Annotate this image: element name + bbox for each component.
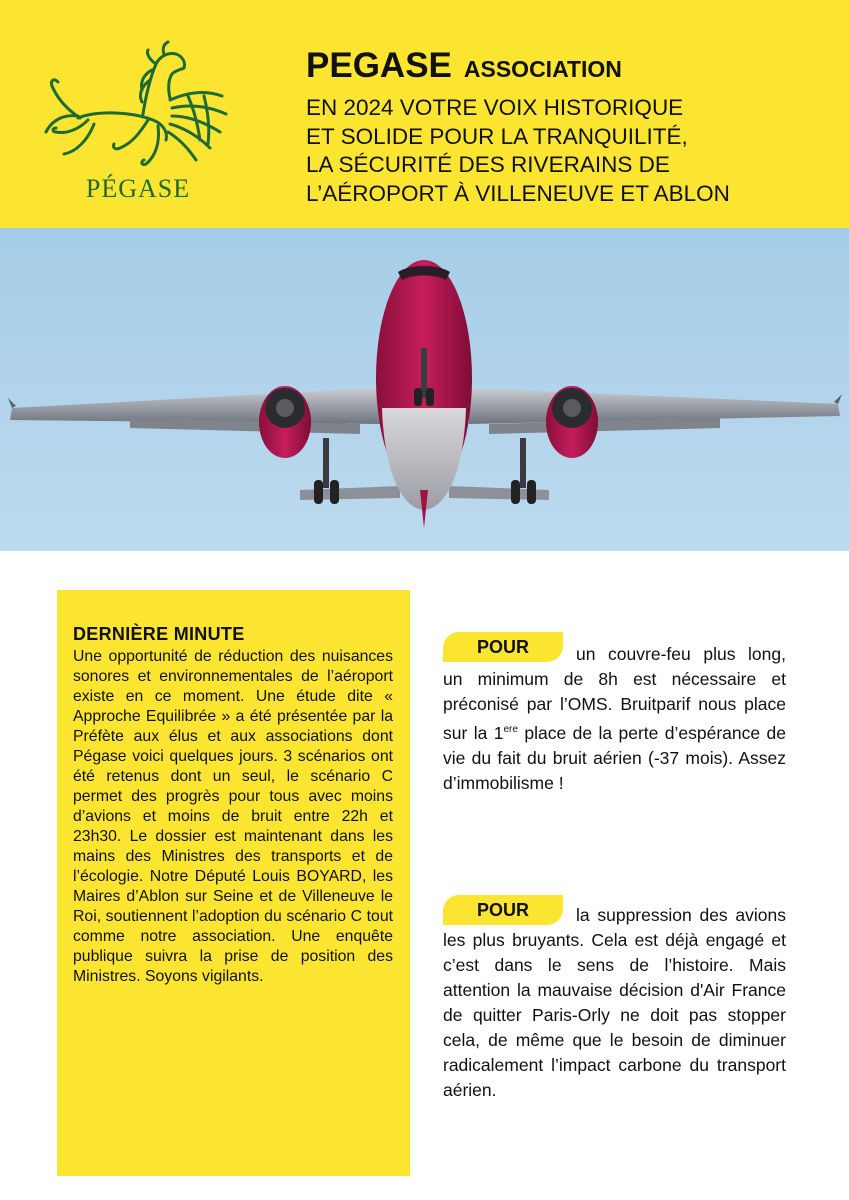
logo-wordmark: PÉGASE (85, 174, 191, 203)
superscript: ere (503, 724, 518, 735)
subtitle-line: ET SOLIDE POUR LA TRANQUILITÉ, (306, 123, 688, 149)
subtitle (306, 94, 836, 208)
pour-text (443, 642, 786, 796)
pegase-logo (38, 40, 238, 210)
pegasus-icon (38, 40, 238, 180)
box-body: Une opportunité de réduction des nuisances sonores et environnementales de l’aéroport existe en ce moment. Une étude dite « Approche Equilibrée » a été présentée par la Préfète aux élus et aux associations dont Pégase voici quelques jours. 3 scénarios ont été retenus dont un seul, le scénario C permet des progrès pour tous avec moins d’avions et moins de bruit entre 22h et 23h30. Le dossier est maintenant dans les mains des Ministres des transports et de l’écologie. Notre Député Louis BOYARD, les Maires d’Ablon sur Seine et de Villeneuve le Roi, soutiennent l’adoption du scénario C tout comme notre association. Une enquête publique suivra la prise de position des Ministres. Soyons vigilants. (73, 648, 393, 985)
pour-badge: POUR (443, 895, 563, 925)
airplane-icon (0, 228, 849, 551)
subtitle-line: EN 2024 VOTRE VOIX HISTORIQUE (306, 95, 684, 120)
pour-text: la suppression des avions les plus bruyants. Cela est déjà engagé et c’est dans le sens de l’histoire. Mais attention la mauvaise décision d'Air France de quitter Paris-Orly ne doit pas stopper cela, de même que le besoin de diminuer radicalement l’impact carbone du transport aérien. (443, 905, 786, 1100)
page-title (306, 46, 622, 86)
box-title: DERNIÈRE MINUTE (73, 624, 245, 644)
title-sub: ASSOCIATION (463, 56, 622, 82)
pour-text-part: un couvre-feu plus long, un minimum de 8h est nécessaire et préconisé par l’OMS. Bruitparif nous place sur la 1 (443, 644, 786, 743)
subtitle-line: LA SÉCURITÉ DES RIVERAINS DE (306, 152, 670, 177)
pour-badge: POUR (443, 632, 563, 662)
title-main: PEGASE (306, 46, 452, 85)
derniere-minute-box (57, 590, 410, 1176)
pour-text-part: place de la perte d’espérance de vie du fait du bruit aérien (-37 mois). Assez d’immobilisme ! (443, 722, 786, 793)
subtitle-line: L’AÉROPORT À VILLENEUVE ET ABLON (306, 180, 730, 206)
header-banner (0, 0, 849, 228)
airplane-photo (0, 228, 849, 551)
